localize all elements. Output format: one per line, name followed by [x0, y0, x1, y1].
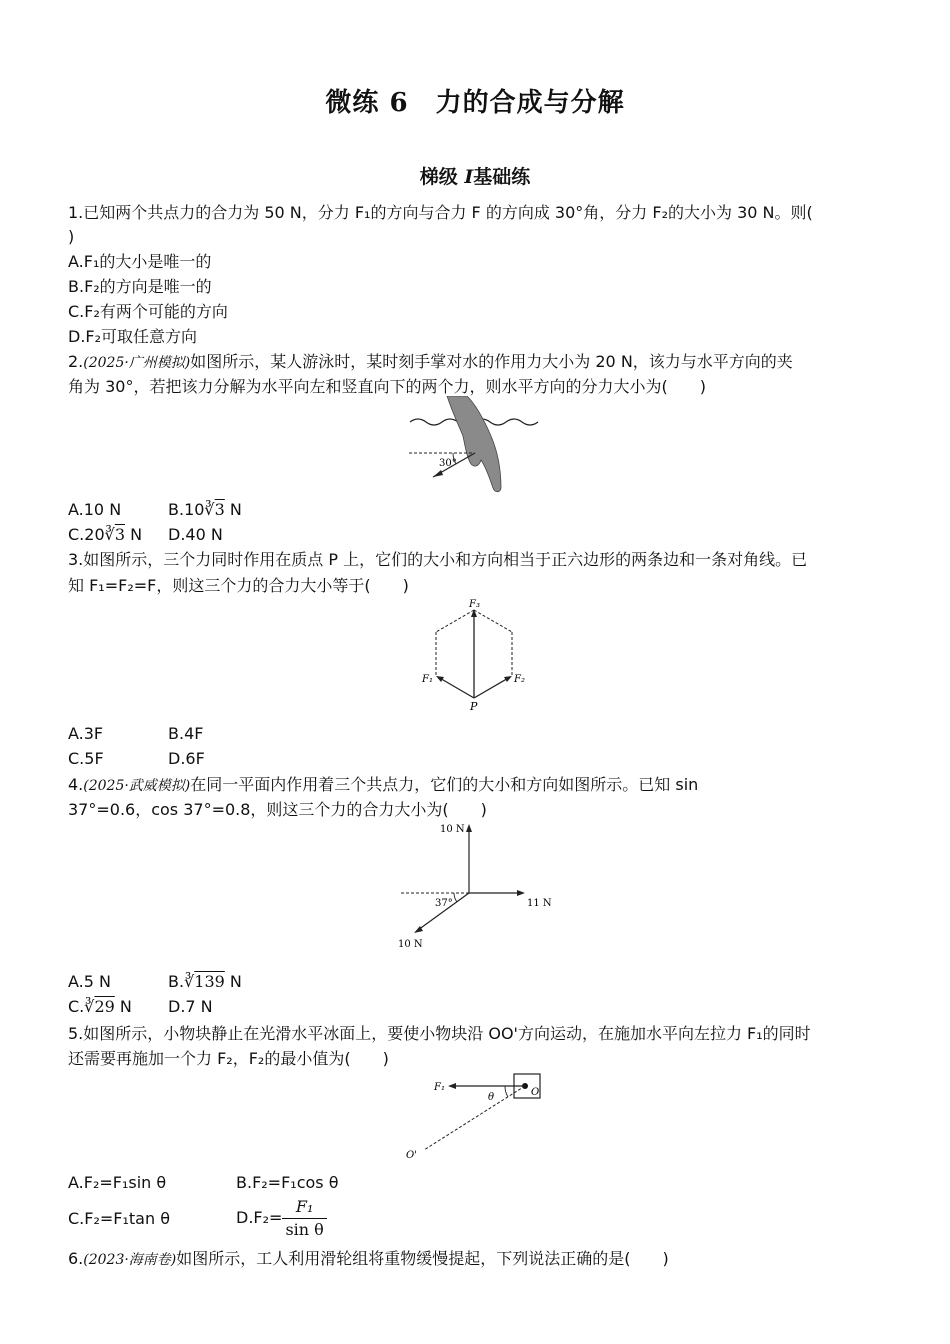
o-label: O: [531, 1087, 540, 1098]
q4-stem-line1: 4.(2025·武威模拟)在同一平面内作用着三个共点力，它们的大小和方向如图所示。已知 sin: [68, 775, 699, 794]
q5-stem-line2: 还需要再施加一个力 F₂，F₂的最小值为( ): [68, 1049, 389, 1068]
f1-label: F₁: [422, 674, 433, 685]
f1-label: F₁: [434, 1082, 445, 1093]
q5-option-a: A.F₂=F₁sin θ: [68, 1173, 167, 1192]
q5-option-d: D.F₂= $\frac{\text{F₁}}{\text{sin θ}}$: [236, 1196, 327, 1241]
angle-arc: [454, 893, 457, 902]
q3-hexagon-figure: [418, 596, 530, 712]
q4-option-c: C.∛29 N: [68, 997, 132, 1016]
q3-option-b: B.4F: [168, 724, 204, 743]
q4-option-a: A.5 N: [68, 972, 111, 991]
q1-option-b: B.F₂的方向是唯一的: [68, 277, 212, 296]
q1-stem-end: ): [68, 227, 75, 246]
q1-option-d: D.F₂可取任意方向: [68, 327, 198, 346]
q2-option-a: A.10 N: [68, 500, 122, 519]
p-label: P: [470, 700, 478, 712]
theta-arc: [505, 1086, 508, 1097]
down-label: 10 N: [398, 939, 423, 950]
q5-option-b: B.F₂=F₁cos θ: [236, 1173, 339, 1192]
oo-line: [424, 1086, 525, 1150]
right-label: 11 N: [527, 898, 552, 909]
q2-option-b: B.10∛3 N: [168, 500, 242, 519]
q2-option-c: C.20∛3 N: [68, 525, 143, 544]
force-arrowhead: [433, 470, 443, 477]
q2-source: (2025·广州模拟): [83, 355, 191, 371]
q4-option-d: D.7 N: [168, 997, 213, 1016]
q6-source: (2023·海南卷): [83, 1252, 177, 1268]
f3-label: F₃: [469, 599, 480, 610]
q3-stem-line2: 知 F₁=F₂=F，则这三个力的合力大小等于( ): [68, 576, 409, 595]
q4-stem-line2: 37°=0.6，cos 37°=0.8，则这三个力的合力大小为( ): [68, 800, 487, 819]
angle-label: 30°: [439, 458, 457, 469]
q3-option-d: D.6F: [168, 749, 205, 768]
q2-stem-line2: 角为 30°，若把该力分解为水平向左和竖直向下的两个力，则水平方向的分力大小为( ): [68, 377, 706, 396]
q3-stem-line1: 3.如图所示，三个力同时作用在质点 P 上，它们的大小和方向相当于正六边形的两条边和一条对角线。已: [68, 550, 808, 569]
q4-option-b: B.∛139 N: [168, 972, 242, 991]
f2-vector: [474, 677, 510, 698]
q1-stem: 1.已知两个共点力的合力为 50 N，分力 F₁的方向与合力 F 的方向成 30°角，分力 F₂的大小为 30 N。则(: [68, 203, 813, 222]
q4-source: (2025·武威模拟): [83, 778, 191, 794]
q1-option-a: A.F₁的大小是唯一的: [68, 252, 212, 271]
section-heading: 梯级 Ⅰ基础练: [419, 166, 531, 188]
q5-stem-line1: 5.如图所示，小物块静止在光滑水平冰面上，要使小物块沿 OO'方向运动，在施加水平向左拉力 F₁的同时: [68, 1024, 811, 1043]
angle-label: 37°: [435, 898, 453, 909]
f1-vector: [438, 677, 474, 698]
q6-stem: 6.(2023·海南卷)如图所示，工人利用滑轮组将重物缓慢提起，下列说法正确的是( ): [68, 1249, 669, 1268]
q3-option-a: A.3F: [68, 724, 104, 743]
o-prime-label: O': [406, 1150, 417, 1161]
q5-option-c: C.F₂=F₁tan θ: [68, 1209, 170, 1228]
theta-label: θ: [488, 1092, 495, 1103]
q3-option-c: C.5F: [68, 749, 104, 768]
q2-swimmer-figure: [405, 396, 545, 498]
q1-option-c: C.F₂有两个可能的方向: [68, 302, 228, 321]
page-title: 微练 6 力的合成与分解: [325, 88, 625, 118]
q5-option-d-fraction: $\frac{\text{F₁}}{\text{sin θ}}$: [282, 1196, 326, 1241]
hand-shape: [447, 396, 501, 492]
q2-option-d: D.40 N: [168, 525, 223, 544]
q2-stem-line1: 2.(2025·广州模拟)如图所示，某人游泳时，某时刻手掌对水的作用力大小为 20 N，该力与水平方向的夹: [68, 352, 793, 371]
q5-block-figure: [404, 1070, 550, 1162]
up-label: 10 N: [440, 824, 465, 835]
f2-label: F₂: [514, 674, 525, 685]
q4-force-figure: [396, 818, 558, 952]
